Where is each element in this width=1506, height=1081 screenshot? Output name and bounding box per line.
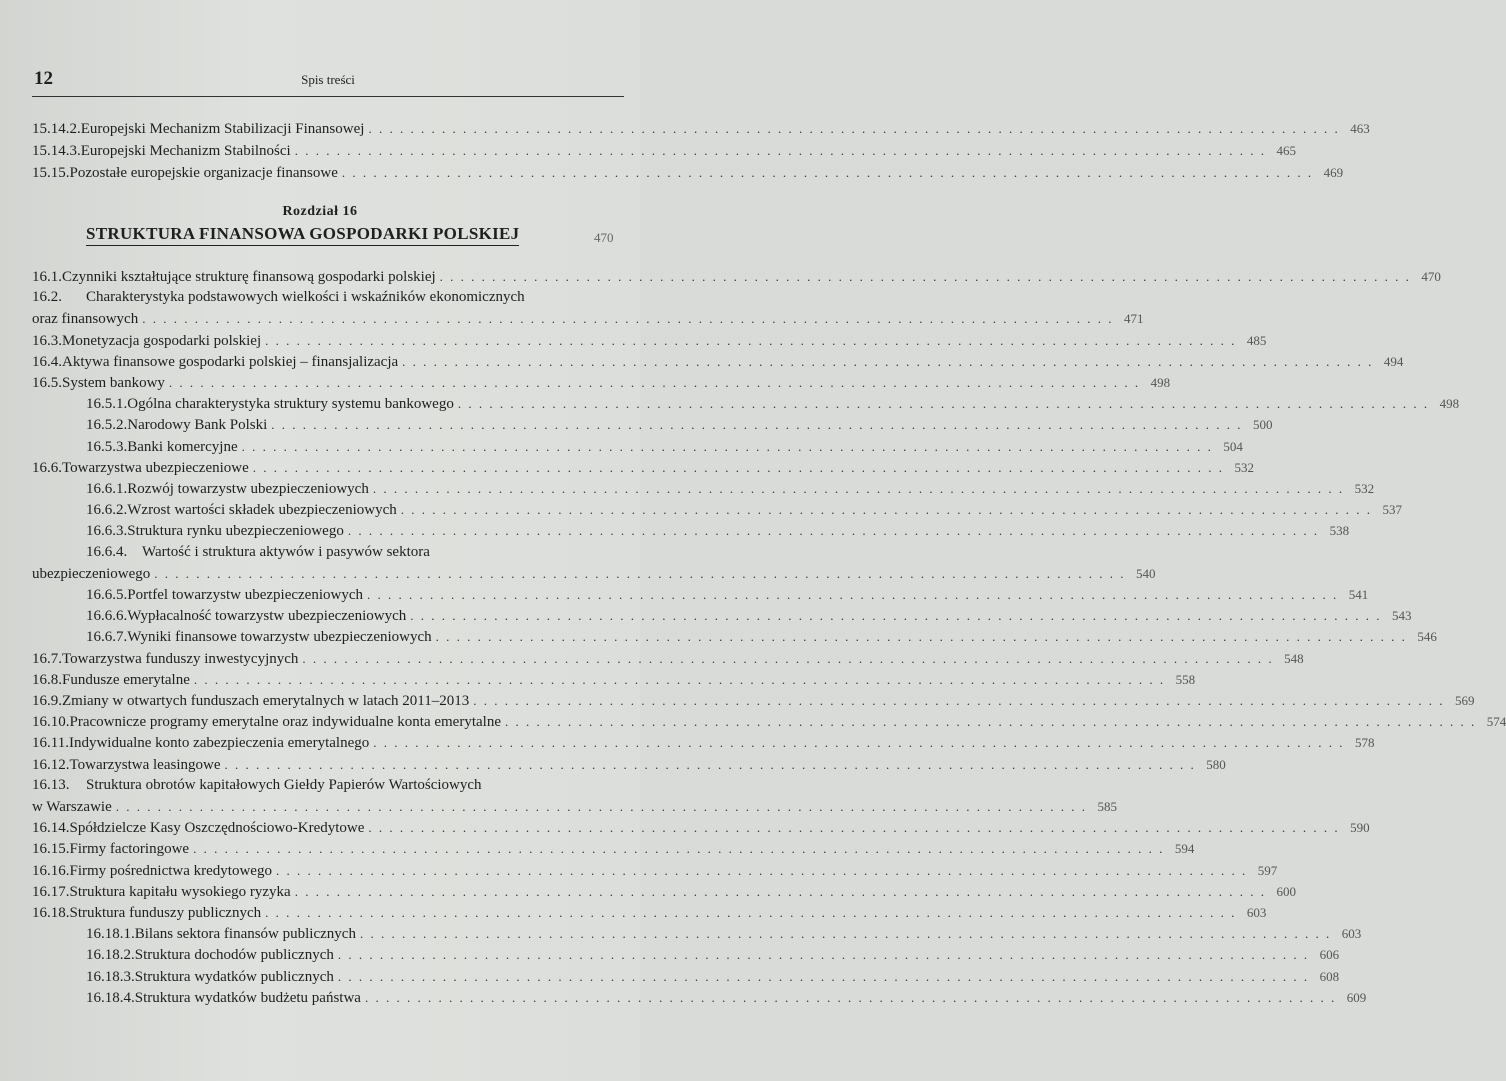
toc-entry: [32, 796, 1117, 817]
entry-number-cell: [32, 733, 69, 754]
toc-entry: [32, 372, 1171, 393]
entry-title-continuation: w Warszawie: [32, 799, 112, 815]
leader-dots: [505, 711, 1476, 732]
leader-dots: [265, 330, 1236, 351]
entry-page: 548: [1284, 650, 1304, 666]
entry-title: Firmy factoringowe: [69, 841, 190, 858]
entry-number: 16.16.: [32, 862, 70, 879]
entry-number: 16.18.1.: [86, 926, 135, 943]
toc-entry: [32, 923, 1362, 944]
entry-page: 608: [1319, 968, 1340, 984]
entry-number-cell: [32, 670, 62, 691]
entry-title: Czynniki kształtujące strukturę finansową gospodarki polskiej: [62, 269, 436, 285]
leader-dots: [348, 520, 1319, 541]
entry-page: 465: [1276, 143, 1296, 158]
leader-dots: [276, 860, 1247, 881]
entry-page: 470: [1421, 269, 1441, 284]
entry-page: 498: [1150, 375, 1171, 390]
leader-dots: [436, 626, 1407, 647]
entry-page: 471: [1123, 311, 1144, 327]
chapter-page: 470: [594, 230, 614, 245]
entry-number-cell: [32, 352, 62, 373]
entry-title: System bankowy: [62, 375, 165, 391]
entry-number-cell: [32, 691, 62, 712]
entry-page: 606: [1319, 947, 1340, 963]
toc-entry: [32, 436, 1243, 457]
entry-number-cell: [32, 988, 135, 1009]
entry-title: Aktywa finansowe gospodarki polskiej – finansjalizacja: [62, 353, 399, 370]
entry-number-cell: [32, 437, 127, 458]
toc-entry: [32, 414, 1273, 435]
leader-dots: [295, 140, 1266, 161]
toc-entry: [32, 457, 1255, 478]
entry-page: 463: [1350, 121, 1370, 136]
toc-entry: [32, 860, 1278, 881]
leader-dots: [368, 118, 1339, 139]
entry-page: 600: [1276, 883, 1296, 899]
entry-page: 469: [1323, 165, 1344, 180]
entry-title: Portfel towarzystw ubezpieczeniowych: [127, 587, 363, 603]
entry-number: 16.6.1.: [86, 481, 128, 497]
leader-dots: [473, 690, 1444, 711]
entry-number: 16.5.: [32, 375, 62, 391]
entry-title: Pozostałe europejskie organizacje finansowe: [69, 165, 338, 181]
leader-dots: [295, 881, 1266, 902]
toc-entry: [32, 478, 1375, 499]
entry-title: Wyniki finansowe towarzystw ubezpieczeniowych: [127, 629, 432, 646]
toc-entry: [32, 584, 1369, 605]
leader-dots: [338, 944, 1309, 965]
leader-dots: [194, 669, 1165, 690]
toc-entry: [32, 393, 1460, 414]
entry-page: 597: [1257, 862, 1278, 878]
entry-number-cell: [32, 882, 70, 903]
leader-dots: [265, 902, 1236, 923]
entry-number: 16.6.3.: [86, 523, 128, 540]
entry-title: Struktura funduszy publicznych: [69, 905, 262, 921]
leader-dots: [242, 436, 1213, 457]
leader-dots: [342, 162, 1313, 183]
entry-number-cell: [32, 267, 62, 288]
entry-page: 558: [1175, 671, 1196, 687]
toc-entry: [32, 162, 1344, 183]
entry-number-cell: [32, 521, 127, 542]
entry-number: 15.15.: [32, 165, 70, 181]
entry-number-cell: [32, 585, 127, 606]
leader-dots: [142, 308, 1113, 329]
entry-number-cell: [32, 967, 135, 988]
entry-title: Struktura wydatków budżetu państwa: [134, 989, 361, 1006]
entry-title: Towarzystwa leasingowe: [69, 756, 221, 773]
entry-page: 537: [1382, 502, 1402, 518]
toc-entry: [32, 690, 1475, 711]
entry-title: Struktura kapitału wysokiego ryzyka: [69, 883, 291, 900]
entry-title-continuation: ubezpieczeniowego: [32, 565, 151, 582]
entry-number: 16.5.2.: [86, 417, 128, 434]
entry-number-cell: [32, 903, 70, 924]
entry-page: 538: [1329, 523, 1350, 539]
entry-title: Pracownicze programy emerytalne oraz indywidualne konta emerytalne: [69, 714, 501, 731]
entry-title: Indywidualne konto zabezpieczenia emerytalnego: [68, 735, 370, 752]
entry-title: Bilans sektora finansów publicznych: [134, 926, 356, 943]
entry-page: 578: [1354, 735, 1375, 751]
entry-title: Struktura rynku ubezpieczeniowego: [127, 523, 344, 540]
entry-number: 16.7.: [32, 650, 62, 667]
entry-number-cell: [32, 712, 70, 733]
entry-page: 569: [1454, 693, 1475, 708]
entry-page: 585: [1097, 799, 1117, 814]
leader-dots: [368, 817, 1339, 838]
entry-number: 15.14.3.: [32, 143, 81, 159]
leader-dots: [193, 838, 1164, 859]
entry-number: 16.6.4.: [86, 543, 128, 560]
entry-number-cell: [32, 415, 127, 436]
entry-page: 603: [1246, 905, 1267, 920]
leader-dots: [224, 754, 1195, 775]
leader-dots: [338, 966, 1309, 987]
leader-dots: [373, 732, 1344, 753]
leader-dots: [360, 923, 1331, 944]
entry-number-cell: [32, 394, 127, 415]
toc-entry: [32, 669, 1196, 690]
entry-number: 16.13.: [32, 776, 70, 793]
entry-number-cell: [32, 606, 127, 627]
entry-number: 15.14.2.: [32, 121, 81, 137]
entry-number: 16.17.: [32, 883, 70, 900]
entry-number: 16.18.: [32, 905, 70, 921]
entry-number-cell: [32, 924, 135, 945]
entry-number-cell: [32, 649, 62, 670]
toc-entry: [32, 605, 1412, 626]
chapter-title: STRUKTURA FINANSOWA GOSPODARKI POLSKIEJ: [86, 224, 519, 246]
entry-page: 580: [1206, 756, 1226, 772]
entry-page: 532: [1234, 459, 1255, 475]
entry-number-cell: [32, 500, 127, 521]
entry-title: Ogólna charakterystyka struktury systemu bankowego: [127, 396, 454, 413]
entry-page: 594: [1174, 841, 1195, 857]
entry-page: 540: [1136, 565, 1156, 581]
entry-number: 16.4.: [32, 353, 62, 370]
entry-page: 590: [1350, 820, 1370, 836]
entry-number-cell: [32, 839, 70, 860]
entry-page: 609: [1346, 989, 1367, 1005]
entry-title: Spółdzielcze Kasy Oszczędnościowo-Kredytowe: [69, 820, 365, 837]
entry-number: 16.6.7.: [86, 629, 128, 646]
toc-entry: [32, 330, 1267, 351]
entry-page: 546: [1417, 629, 1437, 645]
toc-entry: [32, 817, 1370, 838]
toc-entry: [32, 626, 1437, 647]
chapter-label: Rozdział 16: [282, 204, 358, 219]
page-header: [32, 66, 624, 97]
entry-number: 16.9.: [32, 693, 62, 709]
toc-entry: [32, 118, 1370, 139]
toc-entry: [32, 648, 1304, 669]
leader-dots: [154, 563, 1125, 584]
leader-dots: [365, 987, 1336, 1008]
entry-title: Struktura obrotów kapitałowych Giełdy Papierów Wartościowych: [86, 776, 482, 793]
entry-number: 16.8.: [32, 671, 62, 688]
entry-page: 498: [1439, 396, 1460, 412]
entry-title: Wypłacalność towarzystw ubezpieczeniowych: [127, 608, 407, 625]
toc-entry: [32, 351, 1404, 372]
toc-entry: [32, 732, 1375, 753]
entry-page: 603: [1341, 926, 1362, 942]
entry-title: Rozwój towarzystw ubezpieczeniowych: [127, 481, 369, 497]
entry-number: 16.6.2.: [86, 502, 128, 519]
entry-number: 16.12.: [32, 756, 70, 773]
entry-title: Struktura dochodów publicznych: [134, 947, 334, 964]
toc-entry: [32, 520, 1350, 541]
entry-number: 16.5.3.: [86, 438, 128, 455]
entry-title: Fundusze emerytalne: [62, 671, 190, 688]
leader-dots: [401, 499, 1372, 520]
leader-dots: [367, 584, 1338, 605]
toc-entry: [32, 754, 1226, 775]
toc-entry: [32, 266, 1441, 287]
entry-number: 16.6.6.: [86, 608, 128, 625]
entry-page: 485: [1246, 332, 1267, 348]
entry-title: Monetyzacja gospodarki polskiej: [62, 332, 262, 349]
entry-number: 16.14.: [32, 820, 70, 837]
entry-number-cell: [32, 373, 62, 394]
entry-title: Struktura wydatków publicznych: [134, 968, 334, 985]
entry-page: 543: [1391, 608, 1412, 624]
entry-number: 16.18.4.: [86, 989, 135, 1006]
entry-title: Zmiany w otwartych funduszach emerytalnych w latach 2011–2013: [62, 693, 470, 709]
entry-page: 541: [1348, 587, 1369, 602]
entry-number-cell: [32, 818, 70, 839]
leader-dots: [402, 351, 1373, 372]
leader-dots: [253, 457, 1224, 478]
entry-page: 494: [1383, 353, 1404, 369]
entry-title-continuation: oraz finansowych: [32, 311, 139, 328]
entry-number: 16.18.2.: [86, 947, 135, 964]
leader-dots: [440, 266, 1411, 287]
entry-title: Narodowy Bank Polski: [127, 417, 268, 434]
entry-number: 16.3.: [32, 332, 62, 349]
entry-title: Europejski Mechanizm Stabilności: [80, 143, 291, 159]
entry-title: Banki komercyjne: [127, 438, 238, 455]
entry-number-cell: [32, 458, 62, 479]
entry-title: Towarzystwa ubezpieczeniowe: [62, 459, 249, 476]
leader-dots: [458, 393, 1429, 414]
entry-title: Charakterystyka podstawowych wielkości i wskaźników ekonomicznych: [86, 289, 525, 306]
toc-entry: [32, 881, 1296, 902]
entry-number: 16.18.3.: [86, 968, 135, 985]
entry-title: Europejski Mechanizm Stabilizacji Finansowej: [80, 121, 365, 137]
entry-number: 16.2.: [32, 289, 62, 306]
entry-page: 500: [1253, 417, 1273, 433]
entry-page: 532: [1354, 481, 1375, 496]
entry-number: 16.6.: [32, 459, 62, 476]
entry-number-cell: [32, 627, 127, 648]
running-title: Spis treści: [301, 72, 355, 87]
entry-title: Wzrost wartości składek ubezpieczeniowych: [127, 502, 397, 519]
toc-entry: [32, 308, 1144, 329]
leader-dots: [116, 796, 1087, 817]
toc-entry: [32, 563, 1156, 584]
leader-dots: [169, 372, 1140, 393]
entry-number: 16.11.: [32, 735, 69, 752]
entry-number-cell: [32, 331, 62, 352]
entry-title: Firmy pośrednictwa kredytowego: [69, 862, 272, 879]
leader-dots: [373, 478, 1344, 499]
entry-number: 16.15.: [32, 841, 70, 858]
leader-dots: [410, 605, 1381, 626]
page-number: 12: [34, 68, 53, 89]
toc-entry: [32, 944, 1340, 965]
toc-entry: [32, 966, 1340, 987]
entry-title: Towarzystwa funduszy inwestycyjnych: [62, 650, 299, 667]
leader-dots: [302, 648, 1273, 669]
entry-number-cell: [32, 945, 135, 966]
entry-number: 16.10.: [32, 714, 70, 731]
toc-entry: [32, 499, 1402, 520]
toc-entry: [32, 902, 1267, 923]
leader-dots: [271, 414, 1242, 435]
entry-number: 16.5.1.: [86, 396, 128, 413]
entry-number-cell: [32, 479, 127, 500]
entry-number: 16.6.5.: [86, 587, 128, 603]
entry-page: 574: [1486, 714, 1506, 730]
entry-title: Wartość i struktura aktywów i pasywów sektora: [142, 543, 430, 560]
entry-number-cell: [32, 861, 70, 882]
toc-entry: [32, 711, 1506, 732]
entry-number-cell: [32, 755, 70, 776]
entry-page: 504: [1223, 438, 1243, 454]
toc-entry: [32, 838, 1195, 859]
toc-entry: [32, 140, 1296, 161]
toc-entry: [32, 987, 1367, 1008]
entry-number: 16.1.: [32, 269, 62, 285]
